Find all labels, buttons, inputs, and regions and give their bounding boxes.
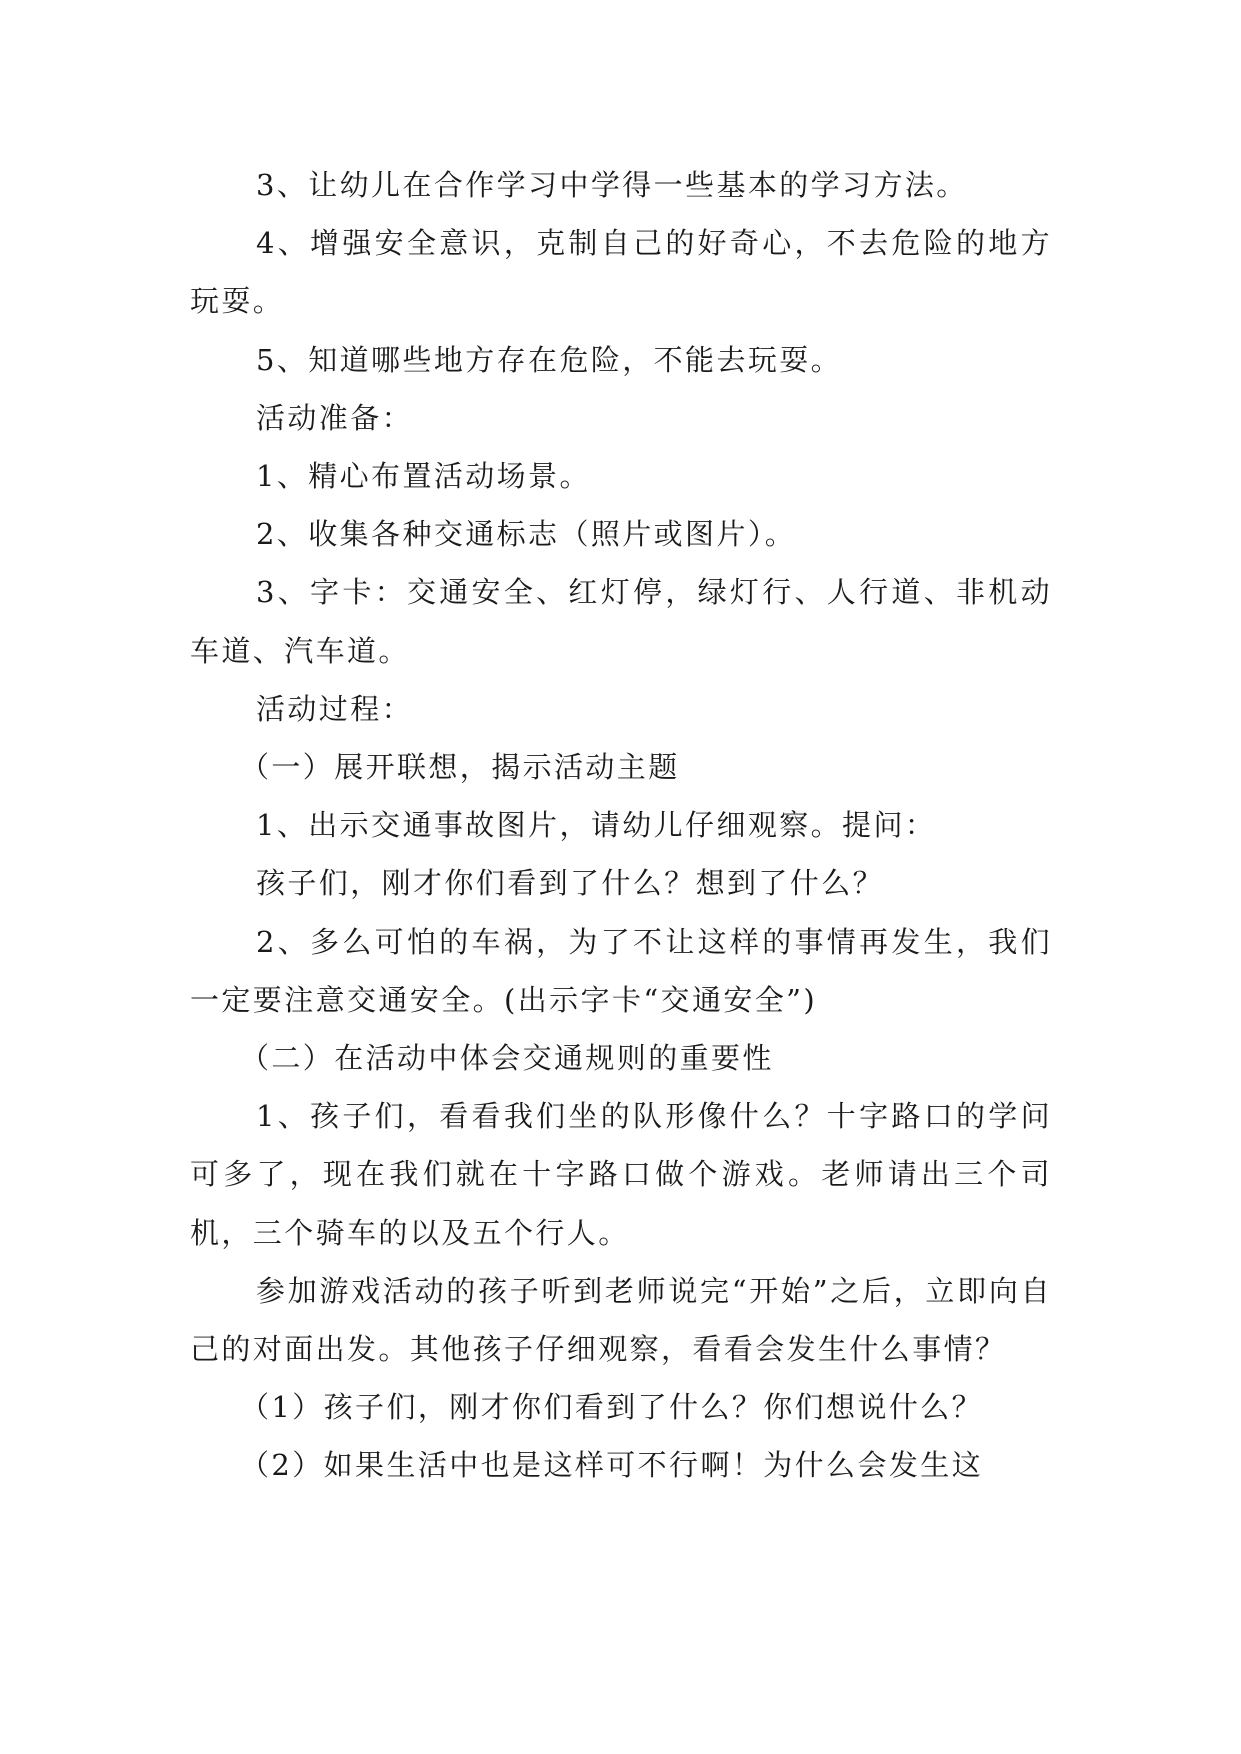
paragraph-process-1: 1、出示交通事故图片，请幼儿仔细观察。提问： <box>256 808 937 843</box>
paragraph-question: 孩子们，刚才你们看到了什么？想到了什么？ <box>256 866 885 901</box>
paragraph-preparation-3: 3、字卡：交通安全、红灯停，绿灯行、人行道、非机动车道、汽车道。 <box>190 575 1052 668</box>
heading-activity-process: 活动过程： <box>256 691 414 726</box>
paragraph-objective-4: 4、增强安全意识，克制自己的好奇心，不去危险的地方玩耍。 <box>190 226 1052 319</box>
heading-activity-preparation: 活动准备： <box>256 400 414 435</box>
paragraph-preparation-2: 2、收集各种交通标志（照片或图片）。 <box>256 517 797 552</box>
paragraph-preparation-1: 1、精心布置活动场景。 <box>256 459 591 494</box>
heading-section-2: （二）在活动中体会交通规则的重要性 <box>240 1041 774 1076</box>
paragraph-process-2: 2、多么可怕的车祸，为了不让这样的事情再发生，我们一定要注意交通安全。(出示字卡“交通安全”) <box>190 924 1052 1017</box>
heading-section-1: （一）展开联想，揭示活动主题 <box>240 750 680 785</box>
document-body <box>190 156 1052 1495</box>
paragraph-objective-5: 5、知道哪些地方存在危险，不能去玩耍。 <box>256 342 843 377</box>
paragraph-sub-question-1: （1）孩子们，刚才你们看到了什么？你们想说什么？ <box>240 1390 984 1425</box>
paragraph-sub-question-2: （2）如果生活中也是这样可不行啊！为什么会发生这 <box>240 1448 984 1483</box>
paragraph-game-rules: 参加游戏活动的孩子听到老师说完“开始”之后，立即向自己的对面出发。其他孩子仔细观察，看看会发生什么事情？ <box>190 1273 1052 1367</box>
paragraph-section2-1: 1、孩子们，看看我们坐的队形像什么？十字路口的学问可多了，现在我们就在十字路口做个游戏。老师请出三个司机，三个骑车的以及五个行人。 <box>190 1099 1052 1250</box>
paragraph-objective-3: 3、让幼儿在合作学习中学得一些基本的学习方法。 <box>256 168 968 202</box>
